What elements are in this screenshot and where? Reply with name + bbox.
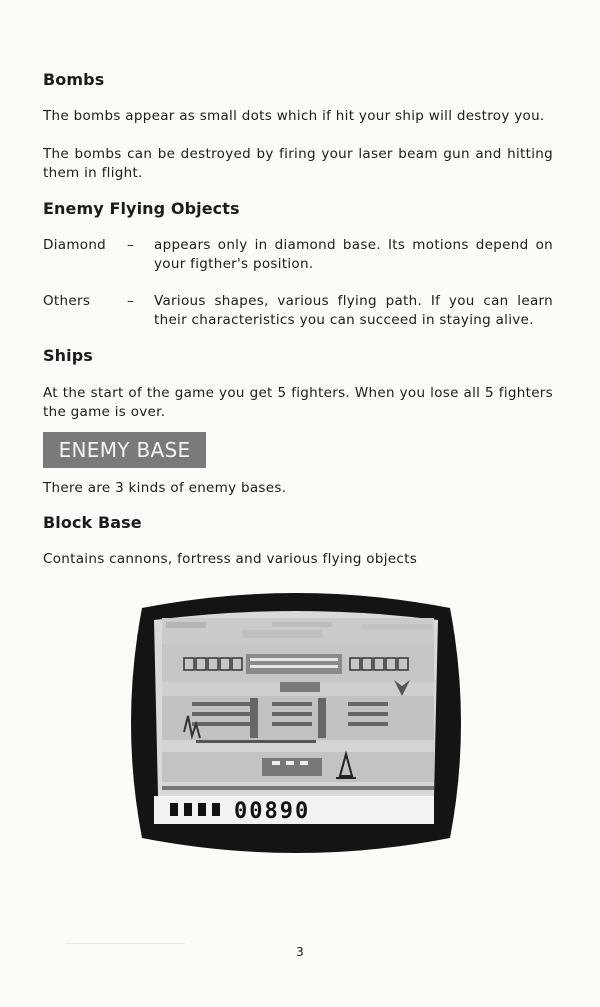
block-base-heading: Block Base <box>43 513 142 532</box>
definition-description: Various shapes, various flying path. If you can learn their characteristics you can succeed in staying alive. <box>154 293 553 328</box>
definition-term: Others <box>43 293 91 309</box>
game-screen-illustration <box>122 582 470 864</box>
bombs-paragraph-2: The bombs can be destroyed by firing your laser beam gun and hitting them in flight. <box>43 146 553 181</box>
bombs-heading: Bombs <box>43 70 105 89</box>
definition-dash: – <box>127 237 135 253</box>
tv-screen-svg <box>122 582 470 864</box>
definition-term: Diamond <box>43 237 107 253</box>
game-scenery <box>162 618 434 794</box>
ships-paragraph: At the start of the game you get 5 fighters. When you lose all 5 fighters the game is over. <box>43 385 553 420</box>
life-icon <box>212 803 220 816</box>
life-icon <box>184 803 192 816</box>
page-rule <box>65 943 185 944</box>
life-icon <box>198 803 206 816</box>
definition-description: appears only in diamond base. Its motions depend on your figther's position. <box>154 237 553 272</box>
enemy-base-paragraph: There are 3 kinds of enemy bases. <box>43 480 287 496</box>
page-number: 3 <box>296 945 304 959</box>
definition-dash: – <box>127 293 135 309</box>
life-icon <box>170 803 178 816</box>
enemy-base-banner: ENEMY BASE <box>43 432 206 468</box>
ships-heading: Ships <box>43 346 93 365</box>
enemy-flying-objects-heading: Enemy Flying Objects <box>43 199 240 218</box>
block-base-paragraph: Contains cannons, fortress and various flying objects <box>43 551 418 567</box>
score-display: 00890 <box>234 799 311 824</box>
bombs-paragraph-1: The bombs appear as small dots which if hit your ship will destroy you. <box>43 108 545 124</box>
